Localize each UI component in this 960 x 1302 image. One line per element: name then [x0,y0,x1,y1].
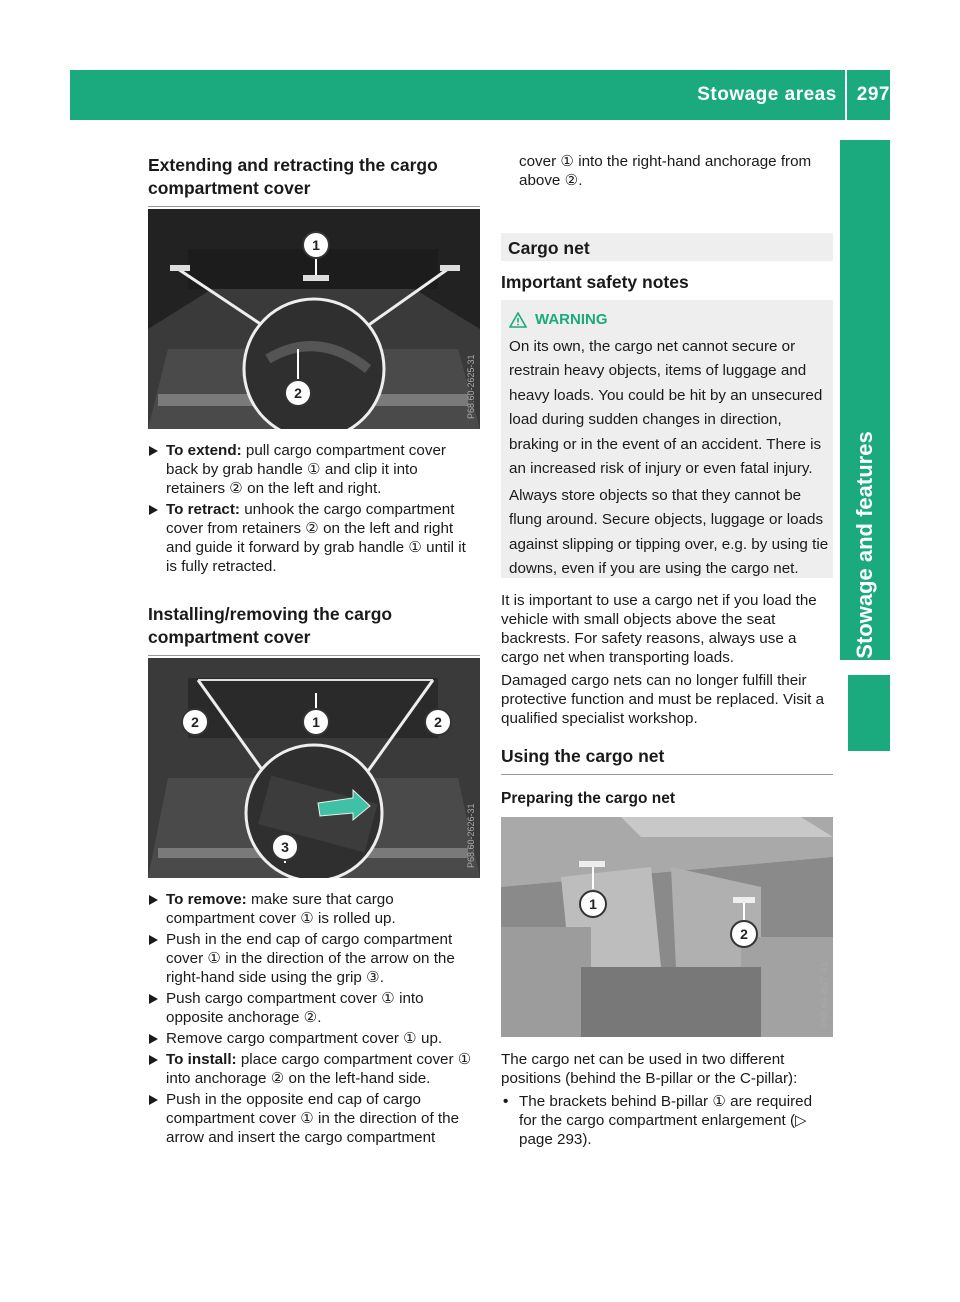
heading-safety-notes: Important safety notes [501,272,689,292]
header-title [697,70,890,120]
step-text: unhook the cargo compartment cover from retainers ② on the left and right and guide it forward by grab handle ① until it is fully retracted. [166,501,466,575]
page-number: 297 [856,84,890,105]
callout-2-right: 2 [424,708,452,736]
right-continuation [501,152,833,190]
cargo-net-illustration [501,817,833,1037]
side-tab-label: Stowage and features [852,431,877,659]
heading-rule [148,206,480,207]
preparing-heading-block [501,787,833,810]
step-push-end-cap [148,930,480,987]
step-text: Remove cargo compartment cover ① up. [166,1030,443,1047]
step-retract [148,500,480,576]
cargo-net-photo [501,817,833,1037]
step-text: pull cargo compartment cover back by grab handle ① and clip it into retainers ② on the left and right. [166,442,446,497]
step-label: To extend: [166,442,242,459]
warning-triangle-icon [509,312,527,328]
callout-2: 2 [730,920,758,948]
cargo-cover-illustration-2 [148,658,480,878]
side-tab-marker [848,675,890,751]
heading-rule [148,655,480,656]
callout-2-left: 2 [181,708,209,736]
step-push-opposite [148,989,480,1027]
heading-using-cargo-net: Using the cargo net [501,746,665,766]
step-remove [148,890,480,928]
step-text: Push cargo compartment cover ① into opposite anchorage ②. [166,990,424,1026]
steps-extend [148,441,480,576]
bullet-b-pillar: • The brackets behind B-pillar ① are required for the cargo compartment enlargement (▷ page 293). [501,1092,833,1149]
callout-1: 1 [302,708,330,736]
heading-extend: Extending and retracting the cargo compartment cover [148,155,438,198]
step-extend [148,441,480,498]
warning-title: WARNING [535,311,608,328]
cargo-net-positions [501,1050,833,1149]
image-code: P68.60-2625-31 [466,354,476,419]
callout-2: 2 [284,379,312,407]
heading-preparing: Preparing the cargo net [501,790,675,807]
step-label: To remove: [166,891,247,908]
cargo-cover-photo-2 [148,658,480,878]
step-install [148,1050,480,1088]
step-text: Push in the opposite end cap of cargo compartment cover ① in the direction of the arrow and insert the cargo compartment [166,1091,460,1146]
step-label: To retract: [166,501,240,518]
paragraph-importance: It is important to use a cargo net if you load the vehicle with small objects above the seat backrests. For safety reasons, always use a cargo net when transporting loads. [501,592,817,666]
step-text: place cargo compartment cover ① into anchorage ② on the left-hand side. [166,1051,472,1087]
heading-rule [501,774,833,775]
left-column [148,154,480,207]
step-text: make sure that cargo compartment cover ① is rolled up. [166,891,396,927]
warning-content [509,308,829,582]
callout-1: 1 [579,890,607,918]
cargo-cover-photo-1 [148,209,480,429]
cargo-net-heading-wrap [508,237,590,260]
paragraph-damaged: Damaged cargo nets can no longer fulfill their protective function and must be replaced. Visit a qualified specialist workshop. [501,672,825,727]
continuation-text: cover ① into the right-hand anchorage from above ②. [519,153,812,189]
using-heading-block [501,745,833,775]
install-heading-block [148,603,480,656]
heading-cargo-net: Cargo net [508,238,590,258]
section-title: Stowage areas [697,84,837,105]
callout-3: 3 [271,833,299,861]
step-text: Push in the end cap of cargo compartment cover ① in the direction of the arrow on the right-hand side using the grip ③. [166,931,455,986]
warning-paragraph-2: Always store objects so that they cannot be flung around. Secure objects, luggage or loads against slipping or tipping over, e.g. by using tie downs, even if you are using the cargo net. [509,486,829,577]
step-label: To install: [166,1051,237,1068]
warning-title-row [509,308,829,333]
safety-heading-block [501,271,833,301]
image-code: P68.60-2627-31 [819,962,829,1027]
callout-1: 1 [302,231,330,259]
paragraph-positions: The cargo net can be used in two different positions (behind the B-pillar or the C-pillar): [501,1051,798,1087]
step-remove-up [148,1029,480,1048]
cargo-net-paragraphs [501,591,833,728]
warning-paragraph-1: On its own, the cargo net cannot secure or restrain heavy objects, items of luggage and heavy loads. You could be hit by an unsecured load during sudden changes in direction, braking or in the event of an accident. There is an increased risk of injury or even fatal injury. [509,337,823,477]
step-push-opposite-end-cap [148,1090,480,1147]
steps-install [148,890,480,1147]
image-code: P68.60-2626-31 [466,803,476,868]
header-divider [845,70,847,120]
heading-install: Installing/removing the cargo compartment cover [148,604,393,647]
